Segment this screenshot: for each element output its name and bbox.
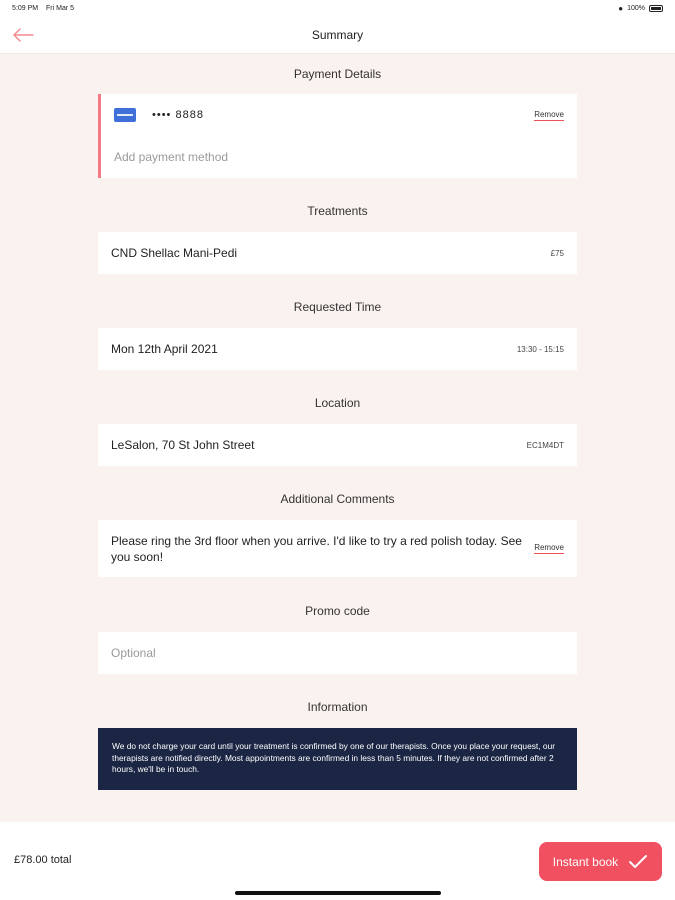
payment-section-title: Payment Details xyxy=(293,67,382,81)
status-date: Fri Mar 5 xyxy=(46,4,75,12)
arrow-left-icon xyxy=(12,28,34,42)
treatment-card xyxy=(98,232,577,274)
treatment-price: £75 xyxy=(550,248,564,258)
location-row[interactable] xyxy=(98,424,577,466)
back-button[interactable] xyxy=(10,22,36,48)
promo-code-placeholder: Optional xyxy=(111,646,156,660)
comment-text: Please ring the 3rd floor when you arrive. I'd like to try a red polish today. See you soon! xyxy=(111,533,522,564)
location-address: LeSalon, 70 St John Street xyxy=(111,438,255,452)
saved-card-row[interactable] xyxy=(101,94,577,136)
wifi-icon: ● xyxy=(618,3,624,13)
battery-percent: 100% xyxy=(627,4,645,12)
requested-time-section-title: Requested Time xyxy=(293,300,382,314)
status-time: 5:09 PM xyxy=(12,4,39,12)
treatment-row[interactable] xyxy=(98,232,577,274)
bottom-bar xyxy=(0,822,675,900)
information-section-title: Information xyxy=(307,700,368,714)
location-section-title: Location xyxy=(314,396,361,410)
promo-card xyxy=(98,632,577,674)
add-payment-method-label: Add payment method xyxy=(114,150,229,164)
status-left xyxy=(12,5,80,12)
location-postcode: EC1M4DT xyxy=(526,440,564,450)
payment-card xyxy=(98,94,577,178)
requested-time-range: 13:30 - 15:15 xyxy=(516,344,564,354)
add-payment-method-button[interactable] xyxy=(101,136,577,178)
status-bar xyxy=(0,0,675,16)
promo-code-input[interactable] xyxy=(98,632,577,674)
remove-card-button[interactable]: Remove xyxy=(534,109,564,119)
comments-card xyxy=(98,520,577,577)
promo-section-title: Promo code xyxy=(305,604,370,618)
requested-time-card xyxy=(98,328,577,370)
checkmark-icon xyxy=(628,854,648,870)
treatments-section-title: Treatments xyxy=(307,204,368,218)
instant-book-label: Instant book xyxy=(552,854,619,869)
page-title: Summary xyxy=(311,27,364,42)
summary-content xyxy=(0,54,675,822)
home-indicator xyxy=(235,891,441,895)
comments-row[interactable] xyxy=(98,520,577,577)
requested-time-row[interactable] xyxy=(98,328,577,370)
location-card xyxy=(98,424,577,466)
information-box: We do not charge your card until your treatment is confirmed by one of our therapists. Once you place your request, our therapists are notified directly. Most appointments are confirmed in less than 5 minutes. If they are not confirmed after 2 hours, we'll be in touch. xyxy=(98,728,577,790)
card-number: •••• 8888 xyxy=(152,109,204,121)
battery-icon xyxy=(649,5,663,12)
requested-date: Mon 12th April 2021 xyxy=(111,342,218,356)
treatment-name: CND Shellac Mani-Pedi xyxy=(111,246,238,260)
comments-section-title: Additional Comments xyxy=(280,492,395,506)
status-right xyxy=(618,4,663,13)
total-price: £78.00 total xyxy=(14,854,72,866)
remove-comment-button[interactable]: Remove xyxy=(534,543,564,552)
credit-card-icon xyxy=(114,108,136,122)
saved-card-info xyxy=(114,108,204,122)
instant-book-button[interactable] xyxy=(539,842,662,881)
nav-bar xyxy=(0,16,675,54)
